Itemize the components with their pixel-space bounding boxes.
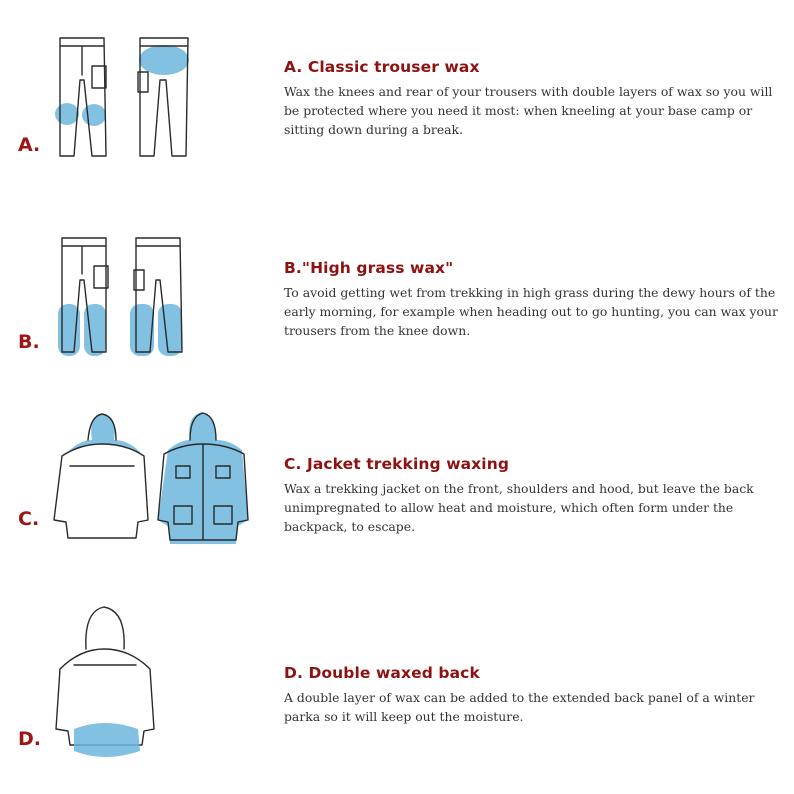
- section-letter: C.: [18, 508, 40, 530]
- section-title: D. Double waxed back: [284, 664, 480, 682]
- section-title: B."High grass wax": [284, 259, 454, 277]
- section-description: A double layer of wax can be added to the extended back panel of a winter parka so it will keep out the moisture.: [284, 690, 755, 724]
- trouser-wax-illustration: [40, 30, 200, 165]
- section-text: [284, 259, 784, 340]
- section-letter: A.: [18, 134, 41, 156]
- section-description: Wax the knees and rear of your trousers with double layers of wax so you will be protected where you need it most: when kneeling at your base camp or sitting down during a break.: [284, 84, 773, 137]
- section-text: [284, 664, 784, 726]
- section-letter: B.: [18, 331, 40, 353]
- section-text: [284, 58, 784, 139]
- parka-back-illustration: [40, 605, 170, 765]
- section-title: C. Jacket trekking waxing: [284, 455, 510, 473]
- high-grass-wax-illustration: [40, 232, 200, 362]
- section-description: To avoid getting wet from trekking in high grass during the dewy hours of the early morning, for example when heading out to go hunting, you can wax your trousers from the knee down.: [284, 285, 778, 338]
- jacket-wax-illustration: [40, 410, 255, 550]
- section-letter: D.: [18, 728, 41, 750]
- section-title: A. Classic trouser wax: [284, 58, 480, 76]
- section-text: [284, 455, 784, 536]
- section-description: Wax a trekking jacket on the front, shoulders and hood, but leave the back unimpregnated to allow heat and moisture, which often form under the backpack, to escape.: [284, 481, 754, 534]
